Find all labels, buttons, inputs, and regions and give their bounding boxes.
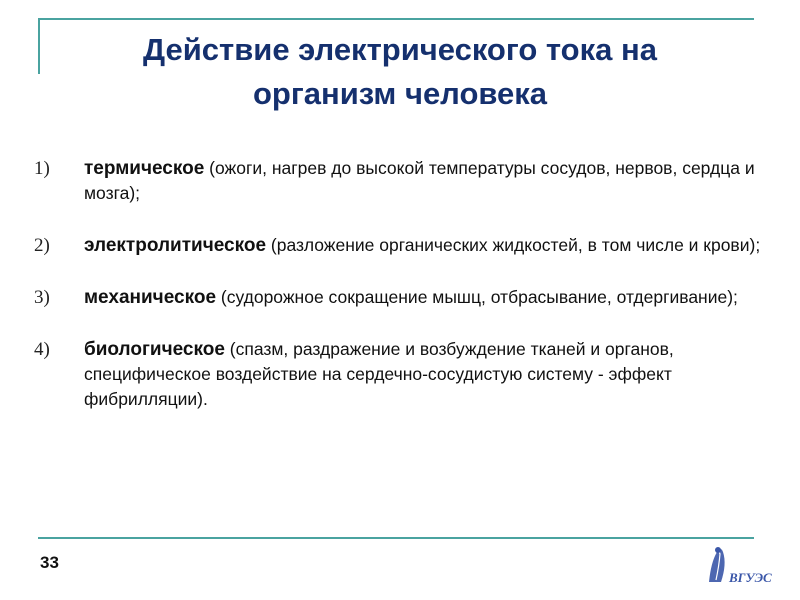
top-divider — [38, 18, 754, 20]
item-description: (судорожное сокращение мышц, отбрасывание, отдергивание); — [216, 287, 738, 307]
item-number: 3) — [34, 287, 50, 308]
page-number: 33 — [40, 553, 59, 572]
list-item — [34, 233, 774, 258]
university-logo-icon — [705, 542, 772, 588]
item-description: (спазм, раздражение и возбуждение тканей и органов, специфическое воздействие на сердечно-сосудистую систему - эффект фибрилляции). — [84, 339, 674, 409]
item-term: биологическое — [84, 339, 225, 360]
item-term: термическое — [84, 158, 205, 179]
slide-title — [40, 28, 760, 116]
item-description: (ожоги, нагрев до высокой температуры сосудов, нервов, сердца и мозга); — [84, 158, 755, 203]
list-item — [34, 156, 774, 206]
svg-text:ВГУЭС: ВГУЭС — [729, 570, 772, 585]
item-number: 2) — [34, 235, 50, 256]
item-term: электролитическое — [84, 235, 267, 256]
title-line-2: организм человека — [252, 76, 548, 111]
bottom-divider — [38, 537, 754, 539]
title-line-1: Действие электрического тока на — [143, 32, 657, 67]
list-item — [34, 337, 774, 412]
item-number: 4) — [34, 339, 50, 360]
item-term: механическое — [84, 287, 217, 308]
item-description: (разложение органических жидкостей, в том числе и крови); — [266, 235, 761, 255]
list-item — [34, 285, 774, 310]
item-number: 1) — [34, 158, 50, 179]
effects-list — [34, 156, 774, 439]
